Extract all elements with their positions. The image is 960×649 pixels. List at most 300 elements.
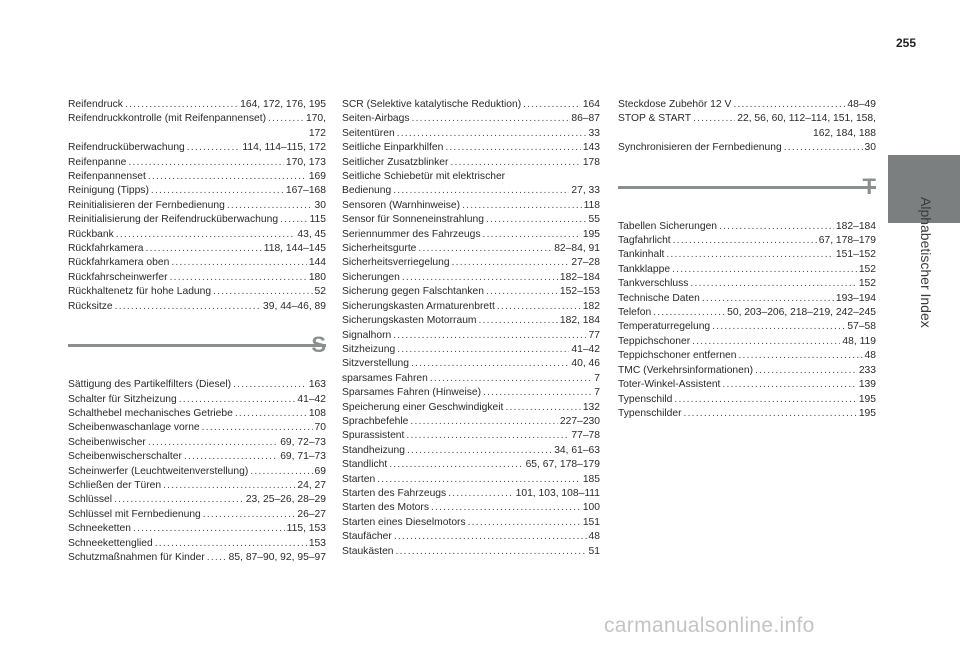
entry-label: Schlüssel: [68, 494, 113, 506]
entry-label: Staufächer: [342, 531, 392, 543]
entry-label: Sättigung des Partikelfilters (Diesel): [68, 379, 232, 391]
entry-label: Starten des Motors: [342, 502, 429, 514]
entry-pages: 65, 67, 178–179: [525, 459, 600, 471]
leader-dots: [397, 127, 587, 141]
leader-dots: [722, 378, 856, 392]
entry-label: Seitentüren: [342, 127, 395, 139]
index-entry: [342, 213, 600, 227]
leader-dots: [462, 199, 581, 213]
entry-label: Scheibenwaschanlage vorne: [68, 422, 200, 434]
entry-label: Technische Daten: [618, 292, 700, 304]
index-entry: [68, 450, 326, 464]
index-entry: [342, 141, 600, 155]
index-entry: [68, 465, 326, 479]
leader-dots: [497, 300, 581, 314]
index-entry: [342, 473, 600, 487]
entry-label: Sitzverstellung: [342, 358, 409, 370]
index-entry: [342, 458, 600, 472]
leader-dots: [114, 493, 244, 507]
entry-pages: 144: [308, 257, 326, 269]
entry-label: Scheibenwischer: [68, 436, 146, 448]
entry-label: Scheinwerfer (Leuchtweitenverstellung): [68, 465, 249, 477]
entry-pages: 170, 173: [285, 156, 326, 168]
index-entry: [342, 300, 600, 314]
entry-label: Tankinhalt: [618, 249, 665, 261]
entry-label: Sicherungskasten Motorraum: [342, 315, 477, 327]
index-entry: [342, 329, 600, 343]
entry-label: Starten eines Dieselmotors: [342, 516, 466, 528]
entry-label: Telefon: [618, 307, 652, 319]
entry-label: Sicherungen: [342, 271, 400, 283]
index-entry: [342, 343, 600, 357]
entry-label: Bedienung: [342, 185, 392, 197]
entry-pages: 100: [582, 502, 600, 514]
leader-dots: [125, 98, 238, 112]
leader-dots: [486, 285, 558, 299]
page-number: 255: [895, 36, 916, 50]
leader-dots: [207, 551, 227, 565]
side-title-text: Alphabetischer Index: [918, 197, 934, 328]
leader-dots: [739, 349, 863, 363]
entry-label: Schlüssel mit Fernbedienung: [68, 508, 201, 520]
entry-label: Sparsames Fahren (Hinweise): [342, 387, 482, 399]
entry-label: Scheibenwischerschalter: [68, 451, 182, 463]
entry-pages: 48–49: [847, 99, 876, 110]
index-entry: [342, 112, 600, 126]
entry-pages: 52: [314, 286, 326, 298]
leader-dots: [389, 458, 523, 472]
index-entry: [618, 277, 876, 291]
entry-label: Rückbank: [68, 228, 114, 240]
index-entry: [68, 199, 326, 213]
entry-pages: 152: [858, 263, 876, 275]
entry-pages: 77: [588, 329, 600, 341]
entry-pages: 163: [308, 379, 326, 391]
entry-pages: 33: [588, 127, 600, 139]
leader-dots: [692, 335, 840, 349]
entry-pages: 30: [864, 142, 876, 154]
entry-pages: 101, 103, 108–111: [515, 487, 600, 499]
index-entry: [342, 516, 600, 530]
leader-dots: [483, 228, 581, 242]
entry-pages: 195: [582, 228, 600, 240]
entry-pages: 26–27: [297, 508, 326, 520]
index-entry: [342, 156, 600, 170]
leader-dots: [227, 199, 313, 213]
index-entry: [618, 335, 876, 349]
entry-label: Sensoren (Warnhinweise): [342, 199, 461, 211]
leader-dots: [483, 386, 592, 400]
section-letter: T: [862, 173, 876, 199]
index-entry: [68, 156, 326, 170]
leader-dots: [672, 263, 857, 277]
leader-dots: [445, 141, 581, 155]
leader-dots: [784, 141, 863, 155]
entry-label: Reifendrucküberwachung: [68, 142, 185, 154]
index-entry: [342, 429, 600, 443]
leader-dots: [684, 407, 857, 421]
leader-dots: [505, 401, 580, 415]
index-entry: [68, 436, 326, 450]
index-column-3: [618, 98, 876, 421]
leader-dots: [151, 184, 284, 198]
entry-pages: 115: [309, 214, 326, 226]
leader-dots: [235, 407, 307, 421]
index-entry: [68, 285, 326, 299]
entry-label: STOP & START: [618, 113, 692, 125]
section-letter: S: [311, 332, 326, 358]
entry-label: Teppichschoner: [618, 335, 691, 347]
leader-dots: [115, 300, 261, 314]
entry-pages: 70: [314, 422, 326, 434]
entry-pages: 57–58: [847, 321, 876, 333]
entry-pages: 139: [858, 379, 876, 391]
entry-label: Typenschild: [618, 393, 673, 405]
leader-dots: [179, 393, 296, 407]
entry-label: Seitliche Schiebetür mit elektrischer: [342, 171, 506, 183]
leader-dots: [468, 516, 581, 530]
entry-pages: 170,: [305, 113, 326, 125]
entry-pages: 108: [308, 407, 326, 419]
entry-label: Standheizung: [342, 444, 405, 456]
entry-label: Reinigung (Tipps): [68, 185, 149, 197]
entry-label: Reinitialisieren der Fernbedienung: [68, 199, 225, 211]
entry-pages: 169: [308, 171, 326, 183]
entry-label: Tagfahrlicht: [618, 235, 671, 247]
leader-dots: [411, 357, 569, 371]
index-entry: [342, 386, 600, 400]
entry-label: Typenschilder: [618, 407, 682, 419]
index-entry: [68, 421, 326, 435]
leader-dots: [719, 220, 834, 234]
entry-pages: 182, 184: [559, 315, 600, 327]
entry-pages: 77–78: [571, 430, 600, 442]
leader-dots: [430, 372, 592, 386]
entry-pages: 39, 44–46, 89: [263, 300, 326, 312]
entry-pages: 51: [588, 545, 600, 557]
index-entry: [68, 184, 326, 198]
entry-label: Schneeketten: [68, 523, 131, 535]
index-entry: [342, 199, 600, 213]
entry-label: Seitlicher Zusatzblinker: [342, 156, 449, 168]
entry-label: Schalthebel mechanisches Getriebe: [68, 407, 233, 419]
index-entry: [342, 271, 600, 285]
leader-dots: [280, 213, 308, 227]
leader-dots: [406, 429, 569, 443]
index-entry: [68, 98, 326, 112]
leader-dots: [146, 242, 262, 256]
leader-dots: [148, 436, 278, 450]
leader-dots: [486, 213, 587, 227]
index-entry: [68, 300, 326, 314]
entry-pages: 41–42: [571, 343, 600, 355]
entry-pages: 167–168: [285, 185, 326, 197]
index-entry: [68, 228, 326, 242]
leader-dots: [116, 228, 296, 242]
entry-label: Schutzmaßnahmen für Kinder: [68, 551, 205, 563]
leader-dots: [393, 329, 586, 343]
leader-dots: [450, 156, 580, 170]
index-entry: [68, 551, 326, 565]
entry-pages: 118, 144–145: [263, 243, 326, 255]
entry-label: Starten des Fahrzeugs: [342, 487, 447, 499]
index-entry: [618, 364, 876, 378]
entry-pages: 50, 203–206, 218–219, 242–245: [727, 307, 876, 319]
watermark: carmanualsonline.info: [604, 614, 815, 637]
entry-pages: 27, 33: [571, 185, 600, 197]
entry-pages: 55: [588, 214, 600, 226]
entry-label: SCR (Selektive katalytische Reduktion): [342, 99, 522, 110]
entry-label: Teppichschoner entfernen: [618, 350, 737, 362]
section-rule: [618, 186, 876, 189]
leader-dots: [523, 98, 581, 112]
entry-pages: 24, 27: [297, 479, 326, 491]
entry-label: Rückfahrscheinwerfer: [68, 271, 168, 283]
index-entry: [618, 220, 876, 234]
leader-dots: [412, 112, 570, 126]
entry-pages: 180: [308, 271, 326, 283]
leader-dots: [712, 320, 845, 334]
index-entry: [68, 271, 326, 285]
index-column-2: [342, 98, 600, 559]
entry-pages: 182–184: [835, 220, 876, 232]
entry-label: Schließen der Türen: [68, 479, 162, 491]
index-entry: [68, 242, 326, 256]
entry-label: Reifendruckkontrolle (mit Reifenpannenset): [68, 113, 267, 125]
entry-pages-continued: 172: [308, 127, 326, 139]
entry-pages: 182–184: [559, 271, 600, 283]
index-entry: [342, 170, 600, 184]
entry-pages: 153: [308, 537, 326, 549]
leader-dots: [733, 98, 845, 112]
entry-label: Staukästen: [342, 545, 394, 557]
entry-pages: 86–87: [571, 113, 600, 125]
entry-pages: 114, 114–115, 172: [242, 142, 326, 154]
entry-pages: 67, 178–179: [818, 235, 876, 247]
entry-pages: 143: [582, 142, 600, 154]
entry-label: Tabellen Sicherungen: [618, 220, 718, 232]
entry-pages: 69, 71–73: [280, 451, 326, 463]
entry-label: Rückhaltenetz für hohe Ladung: [68, 286, 212, 298]
index-entry: [342, 501, 600, 515]
entry-pages: 7: [594, 387, 600, 399]
leader-dots: [402, 271, 558, 285]
index-entry: [618, 112, 876, 126]
entry-label: Sicherheitsverriegelung: [342, 257, 450, 269]
entry-pages: 7: [594, 372, 600, 384]
index-entry: [68, 522, 326, 536]
entry-pages: 48, 119: [842, 335, 876, 347]
leader-dots: [233, 378, 307, 392]
entry-label: TMC (Verkehrsinformationen): [618, 364, 754, 376]
index-entry: [68, 378, 326, 392]
entry-pages: 195: [858, 393, 876, 405]
entry-label: Sicherungskasten Armaturenbrett: [342, 300, 495, 312]
leader-dots: [394, 530, 587, 544]
section-header: [618, 174, 876, 212]
leader-dots: [690, 277, 856, 291]
entry-label: sparsames Fahren: [342, 372, 428, 384]
index-entry: [342, 444, 600, 458]
leader-dots: [452, 256, 570, 270]
leader-dots: [128, 156, 284, 170]
leader-dots: [155, 537, 307, 551]
entry-pages: 69: [314, 465, 326, 477]
index-entry: [618, 234, 876, 248]
index-entry: [618, 320, 876, 334]
entry-label: Rückfahrkamera: [68, 243, 144, 255]
index-entry: [618, 263, 876, 277]
index-entry: [618, 349, 876, 363]
leader-dots: [148, 170, 307, 184]
entry-pages: 43, 45: [297, 228, 326, 240]
index-entry: [342, 256, 600, 270]
index-entry: [342, 401, 600, 415]
entry-pages: 30: [314, 199, 326, 211]
leader-dots: [163, 479, 295, 493]
leader-dots: [133, 522, 285, 536]
entry-pages: 118: [583, 199, 600, 211]
entry-pages: 48: [864, 350, 876, 362]
index-entry: [342, 242, 600, 256]
leader-dots: [377, 473, 581, 487]
side-title: [912, 197, 936, 337]
entry-label: Sitzheizung: [342, 343, 396, 355]
entry-pages: 151: [582, 516, 600, 528]
entry-pages: 85, 87–90, 92, 95–97: [228, 551, 326, 563]
entry-pages: 41–42: [297, 393, 326, 405]
index-entry: [342, 98, 600, 112]
entry-label: Tankverschluss: [618, 278, 689, 290]
entry-pages: 34, 61–63: [554, 444, 600, 456]
entry-pages: 132: [582, 401, 600, 413]
index-entry: [618, 306, 876, 320]
entry-label: Seitliche Einparkhilfen: [342, 142, 444, 154]
index-entry: [342, 545, 600, 559]
index-entry: [342, 285, 600, 299]
entry-label: Sicherung gegen Falschtanken: [342, 286, 484, 298]
leader-dots: [418, 242, 552, 256]
index-entry: [618, 407, 876, 421]
leader-dots: [396, 545, 587, 559]
leader-dots: [171, 256, 307, 270]
index-entry: [342, 127, 600, 141]
entry-label: Signalhorn: [342, 329, 392, 341]
index-entry: [342, 487, 600, 501]
entry-label: Reinitialisierung der Reifendrucküberwachung: [68, 214, 279, 226]
index-entry: [342, 228, 600, 242]
index-entry: [68, 256, 326, 270]
index-entry: [68, 393, 326, 407]
entry-label: Tankklappe: [618, 263, 671, 275]
leader-dots: [250, 465, 312, 479]
leader-dots: [187, 141, 241, 155]
entry-pages: 152–153: [559, 286, 600, 298]
index-entry: [68, 479, 326, 493]
entry-label: Sensor für Sonneneinstrahlung: [342, 214, 484, 226]
index-entry: [618, 393, 876, 407]
entry-pages: 193–194: [835, 292, 876, 304]
entry-label: Temperaturregelung: [618, 321, 711, 333]
entry-label: Seriennummer des Fahrzeugs: [342, 228, 481, 240]
index-entry: [68, 508, 326, 522]
entry-pages: 233: [858, 364, 876, 376]
leader-dots: [397, 343, 569, 357]
index-entry: [618, 141, 876, 155]
entry-pages: 115, 153: [286, 523, 326, 535]
entry-pages: 227–230: [559, 415, 600, 427]
entry-label: Spurassistent: [342, 430, 405, 442]
index-entry: [618, 292, 876, 306]
leader-dots: [203, 508, 296, 522]
index-entry: [342, 184, 600, 198]
leader-dots: [702, 292, 834, 306]
leader-dots: [407, 444, 552, 458]
entry-label: Reifenpannenset: [68, 171, 146, 183]
entry-pages: 195: [858, 407, 876, 419]
index-entry: [68, 213, 326, 227]
leader-dots: [431, 501, 581, 515]
leader-dots: [393, 184, 569, 198]
entry-pages: 164, 172, 176, 195: [240, 99, 326, 110]
section-rule: [68, 344, 326, 347]
leader-dots: [184, 450, 278, 464]
leader-dots: [410, 415, 557, 429]
leader-dots: [479, 314, 558, 328]
entry-label: Schalter für Sitzheizung: [68, 393, 177, 405]
index-entry: [618, 98, 876, 112]
index-column-1: [68, 98, 326, 565]
entry-pages: 82–84, 91: [554, 243, 600, 255]
section-header: [68, 332, 326, 370]
leader-dots: [674, 393, 856, 407]
entry-label: Toter-Winkel-Assistent: [618, 379, 721, 391]
leader-dots: [448, 487, 513, 501]
index-entry: [342, 314, 600, 328]
index-entry: [342, 372, 600, 386]
index-entry: [342, 415, 600, 429]
entry-label: Sprachbefehle: [342, 415, 409, 427]
entry-label: Rückfahrkamera oben: [68, 257, 170, 269]
index-entry: [68, 112, 326, 126]
leader-dots: [213, 285, 312, 299]
index-entry: [68, 407, 326, 421]
index-entry: [342, 357, 600, 371]
entry-pages-continued: 162, 184, 188: [813, 127, 876, 139]
leader-dots: [673, 234, 817, 248]
leader-dots: [693, 112, 735, 126]
entry-pages: 152: [858, 278, 876, 290]
entry-pages: 48: [588, 531, 600, 543]
leader-dots: [170, 271, 307, 285]
entry-pages: 164: [582, 99, 600, 110]
entry-pages: 185: [582, 473, 600, 485]
entry-pages: 178: [582, 156, 600, 168]
index-entry: [618, 378, 876, 392]
index-entry: [618, 248, 876, 262]
entry-label: Sicherheitsgurte: [342, 243, 417, 255]
entry-pages: 22, 56, 60, 112–114, 151, 158,: [737, 113, 876, 125]
entry-label: Seiten-Airbags: [342, 113, 410, 125]
entry-pages: 69, 72–73: [280, 436, 326, 448]
index-entry: [68, 493, 326, 507]
entry-label: Starten: [342, 473, 376, 485]
entry-label: Steckdose Zubehör 12 V: [618, 99, 732, 110]
entry-label: Reifenpanne: [68, 156, 127, 168]
leader-dots: [653, 306, 725, 320]
entry-label: Reifendruck: [68, 99, 123, 110]
entry-pages: 23, 25–26, 28–29: [245, 494, 326, 506]
